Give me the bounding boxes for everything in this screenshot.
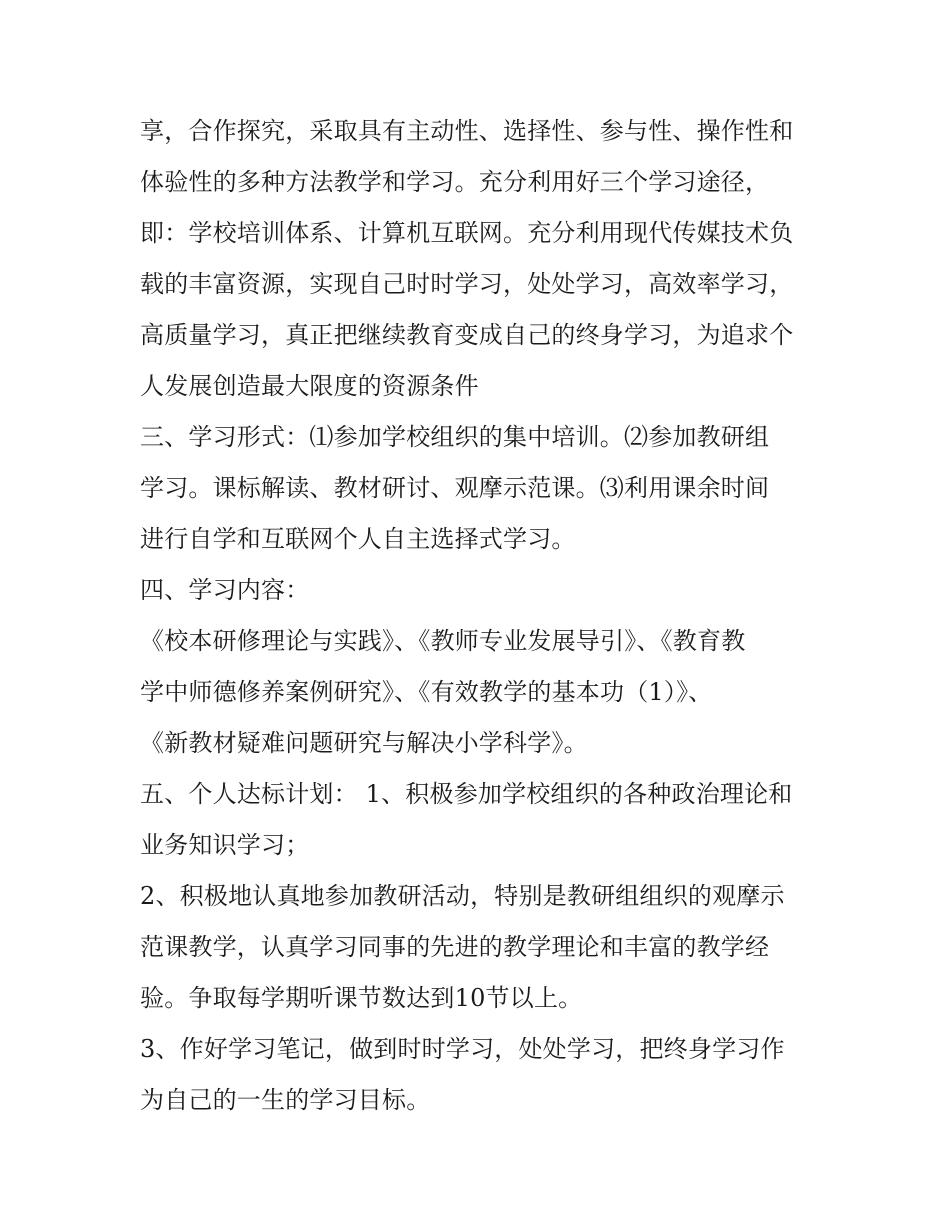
list-item-2: 2、积极地认真地参加教研活动，特别是教研组组织的观摩示: [140, 882, 785, 910]
document-body: [140, 106, 830, 1126]
text-line: 人发展创造最大限度的资源条件: [140, 372, 479, 400]
section-heading-learning-form: 三、学习形式：⑴参加学校组织的集中培训。⑵参加教研组: [140, 423, 770, 451]
text-line: 学中师德修养案例研究》、《有效教学的基本功（1）》、: [140, 678, 713, 706]
text-line: 即：学校培训体系、计算机互联网。充分利用现代传媒技术负: [140, 219, 794, 247]
text-line: 业务知识学习；: [140, 831, 310, 859]
text-line: 享，合作探究，采取具有主动性、选择性、参与性、操作性和: [140, 117, 794, 145]
text-line: 学习。课标解读、教材研讨、观摩示范课。⑶利用课余时间: [140, 474, 770, 502]
text-line: 范课教学，认真学习同事的先进的教学理论和丰富的教学经: [140, 933, 770, 961]
text-line: 载的丰富资源，实现自己时时学习，处处学习，高效率学习，: [140, 270, 794, 298]
text-line: 高质量学习，真正把继续教育变成自己的终身学习，为追求个: [140, 321, 794, 349]
text-line: 体验性的多种方法教学和学习。充分利用好三个学习途径，: [140, 168, 770, 196]
list-item-3: 3、作好学习笔记，做到时时学习，处处学习，把终身学习作: [140, 1035, 785, 1063]
text-line: 为自己的一生的学习目标。: [140, 1086, 431, 1114]
section-heading-learning-content: 四、学习内容：: [140, 576, 310, 604]
text-line: 《新教材疑难问题研究与解决小学科学》。: [140, 729, 588, 757]
text-line: 进行自学和互联网个人自主选择式学习。: [140, 525, 576, 553]
section-heading-personal-plan: 五、个人达标计划： 1、积极参加学校组织的各种政治理论和: [140, 780, 793, 808]
text-line: 验。争取每学期听课节数达到10节以上。: [140, 984, 583, 1012]
text-line: 《校本研修理论与实践》、《教师专业发展导引》、《教育教: [140, 627, 746, 655]
